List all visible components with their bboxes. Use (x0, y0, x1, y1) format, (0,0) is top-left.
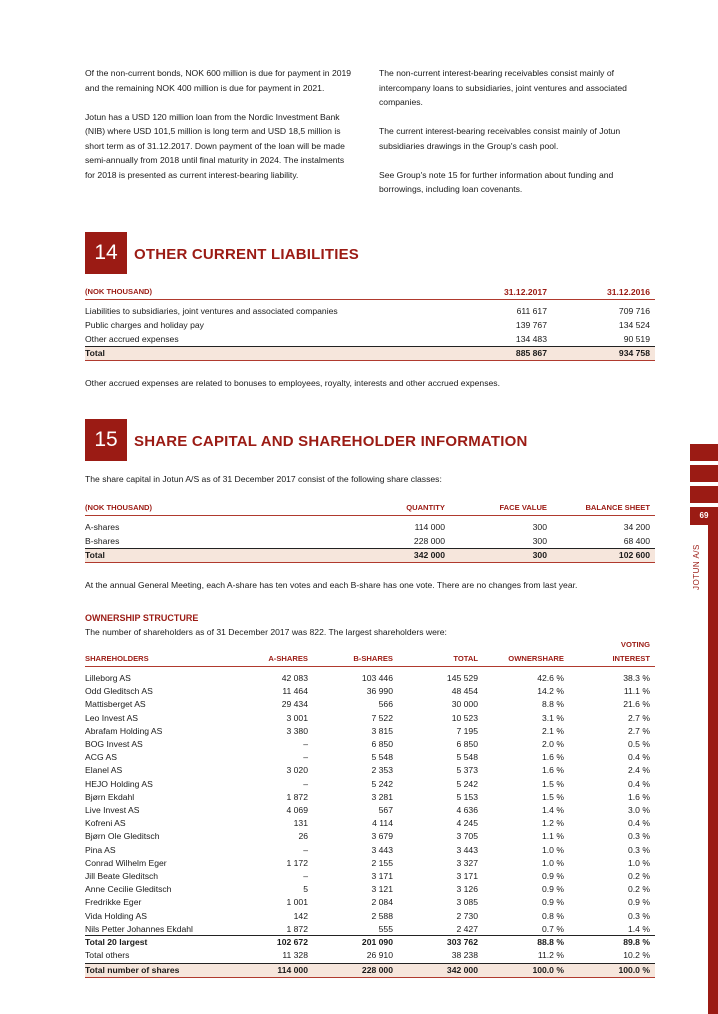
section-number: 14 (85, 232, 127, 274)
row-label: Liabilities to subsidiaries, joint ventures and associated companies (85, 306, 338, 316)
intro-left-column (85, 66, 355, 197)
column-header: FACE VALUE (499, 503, 547, 512)
row-value: 0.8 % (542, 910, 564, 921)
row-value: 2.4 % (628, 765, 650, 776)
row-value: 4 245 (456, 818, 478, 829)
row-value: 3 679 (371, 831, 393, 842)
row-label: Total others (85, 950, 130, 960)
row-value: 3.1 % (542, 712, 564, 723)
row-label: Total (85, 550, 105, 560)
table-row (85, 320, 655, 333)
row-value: 4 636 (456, 805, 478, 815)
row-value: 11.1 % (623, 686, 650, 697)
row-value: 100.0 % (618, 965, 650, 975)
row-value: – (303, 752, 308, 763)
row-value: 3 171 (371, 871, 393, 881)
row-value: 2 353 (371, 765, 393, 776)
row-value: 21.6 % (623, 699, 650, 710)
row-value: 5 (303, 884, 308, 895)
row-label: Total 20 largest (85, 937, 148, 947)
row-value: 145 529 (446, 673, 478, 683)
row-label: Kofreni AS (85, 818, 126, 829)
row-value: 709 716 (618, 306, 650, 316)
row-value: 2.0 % (542, 739, 564, 749)
row-label: Bjørn Ekdahl (85, 791, 135, 802)
row-value: 10 523 (451, 712, 478, 723)
table-row (85, 686, 655, 699)
row-value: 2 427 (456, 923, 478, 934)
table-row (85, 897, 655, 910)
row-value: 103 446 (361, 673, 393, 683)
divider (85, 977, 655, 978)
row-value: 134 524 (618, 320, 650, 330)
row-value: – (303, 739, 308, 749)
row-value: 0.3 % (628, 910, 650, 921)
row-value: 1 872 (286, 923, 308, 934)
row-value: 566 (378, 699, 393, 710)
column-header: VOTING (620, 640, 650, 649)
table-row (85, 779, 655, 792)
row-value: 3 171 (456, 871, 478, 881)
row-value: 3 281 (371, 791, 393, 802)
column-header: 31.12.2016 (606, 287, 650, 297)
row-value: 0.9 % (628, 897, 650, 908)
row-label: Pina AS (85, 844, 116, 855)
column-header: OWNERSHARE (508, 654, 564, 663)
row-value: 3 380 (286, 725, 308, 736)
row-value: 5 153 (456, 791, 478, 802)
row-value: 2 155 (371, 857, 393, 868)
row-value: 2.7 % (628, 712, 650, 723)
table-row (85, 792, 655, 805)
row-value: 26 (298, 831, 308, 842)
table-row (85, 950, 655, 963)
row-value: 300 (532, 536, 547, 546)
row-value: – (303, 778, 308, 789)
intro-right-column (379, 66, 649, 211)
unit-label: (NOK THOUSAND) (85, 503, 153, 512)
row-label: Leo Invest AS (85, 712, 139, 723)
row-value: 3 443 (371, 844, 393, 855)
side-tab-block (690, 465, 718, 482)
row-value: 42.6 % (537, 673, 564, 683)
row-value: 0.4 % (628, 818, 650, 829)
table-row (85, 831, 655, 844)
row-value: 3 327 (456, 857, 478, 868)
section-number: 15 (85, 419, 127, 461)
column-header: INTEREST (612, 654, 650, 663)
row-value: 0.7 % (542, 923, 564, 934)
column-header: 31.12.2017 (503, 287, 547, 297)
row-value: 4 114 (372, 818, 393, 829)
row-label: Anne Cecilie Gleditsch (85, 884, 172, 895)
row-value: 1.5 % (542, 778, 564, 789)
row-label: A-shares (85, 522, 120, 532)
section-title: OTHER CURRENT LIABILITIES (134, 246, 359, 263)
note-text: At the annual General Meeting, each A-share has ten votes and each B-share has one vote. There are no changes from last year. (85, 580, 578, 590)
total-row (85, 549, 655, 562)
table-row (85, 818, 655, 831)
intro-paragraph: Jotun has a USD 120 million loan from the Nordic Investment Bank (NIB) where USD 101,5 million is long term and USD 18,5 million is short term as of 31.12.2017. Down payment of the loan will be made semi-annually from 2018 until final maturity in 2024. The instalments for 2018 is presented as current interest-bearing liability. (85, 111, 345, 180)
grand-total-row (85, 964, 655, 977)
row-label: Bjørn Ole Gleditsch (85, 831, 160, 842)
row-value: 3 815 (371, 725, 393, 736)
intro-text: The number of shareholders as of 31 December 2017 was 822. The largest shareholders were: (85, 627, 447, 637)
row-value: 100.0 % (532, 965, 564, 975)
row-label: Lilleborg AS (85, 673, 131, 683)
row-value: 0.2 % (628, 884, 650, 895)
table-row (85, 845, 655, 858)
divider (85, 360, 655, 361)
side-accent-bar (708, 525, 718, 1014)
row-value: 7 522 (371, 712, 393, 723)
row-value: 139 767 (515, 320, 547, 330)
row-label: BOG Invest AS (85, 739, 143, 749)
table-row (85, 522, 655, 535)
subsection-title: OWNERSHIP STRUCTURE (85, 613, 199, 623)
row-value: 885 867 (515, 348, 547, 358)
row-value: 3.0 % (628, 805, 650, 815)
row-value: 34 200 (623, 522, 650, 532)
row-value: 3 085 (456, 897, 478, 908)
row-label: Conrad Wilhelm Eger (85, 857, 167, 868)
row-label: ACG AS (85, 752, 117, 763)
note-text: Other accrued expenses are related to bonuses to employees, royalty, interests and other accrued expenses. (85, 378, 500, 388)
row-value: 0.2 % (628, 871, 650, 881)
row-value: 142 (293, 910, 308, 921)
divider (85, 666, 655, 667)
row-value: 30 000 (451, 699, 478, 710)
row-label: Mattisberget AS (85, 699, 146, 710)
row-label: Nils Petter Johannes Ekdahl (85, 923, 193, 934)
table-row (85, 884, 655, 897)
row-label: Total (85, 348, 105, 358)
row-value: 3 126 (456, 884, 478, 895)
row-label: Odd Gleditsch AS (85, 686, 153, 697)
row-value: 0.9 % (542, 897, 564, 908)
row-value: 1 172 (286, 857, 308, 868)
divider (85, 299, 655, 300)
row-value: 102 600 (618, 550, 650, 560)
company-name: JOTUN A/S (692, 544, 701, 590)
divider (85, 515, 655, 516)
intro-paragraph: The current interest-bearing receivables consist mainly of Jotun subsidiaries drawings in the Group's cash pool. (379, 126, 621, 151)
row-value: 300 (532, 550, 547, 560)
row-value: 2.7 % (628, 725, 650, 736)
row-value: 567 (378, 805, 393, 815)
column-header: A-SHARES (268, 654, 308, 663)
row-value: 1.6 % (542, 765, 564, 776)
row-value: 228 000 (413, 536, 445, 546)
row-value: 114 000 (277, 965, 308, 975)
row-value: 555 (378, 923, 393, 934)
row-value: 5 373 (456, 765, 478, 776)
total-row (85, 937, 655, 950)
row-value: 90 519 (623, 334, 650, 344)
row-value: 0.3 % (628, 831, 650, 842)
row-value: 3 443 (456, 844, 478, 855)
row-value: 6 850 (456, 739, 478, 749)
row-value: 2 588 (371, 910, 393, 921)
unit-label: (NOK THOUSAND) (85, 287, 153, 296)
section-title: SHARE CAPITAL AND SHAREHOLDER INFORMATION (134, 433, 528, 450)
table-row (85, 871, 655, 884)
row-label: Abrafam Holding AS (85, 725, 163, 736)
row-label: Live Invest AS (85, 805, 140, 815)
row-value: 5 548 (371, 752, 393, 763)
side-tab-block (690, 444, 718, 461)
row-value: 342 000 (446, 965, 478, 975)
row-value: 131 (293, 818, 308, 829)
row-value: 1.0 % (542, 857, 564, 868)
table-row (85, 713, 655, 726)
total-row (85, 347, 655, 360)
column-header: B-SHARES (353, 654, 393, 663)
row-value: 6 850 (371, 739, 393, 749)
table-row (85, 765, 655, 778)
row-value: 5 242 (371, 778, 393, 789)
row-value: – (303, 844, 308, 855)
row-value: 5 548 (456, 752, 478, 763)
column-header: QUANTITY (406, 503, 445, 512)
row-value: 114 000 (414, 522, 445, 532)
row-value: 42 083 (281, 673, 308, 683)
intro-paragraph: See Group's note 15 for further information about funding and borrowings, including loan covenants. (379, 169, 614, 194)
row-value: 300 (532, 522, 547, 532)
row-label: B-shares (85, 536, 120, 546)
row-value: 611 617 (516, 306, 547, 316)
table-row (85, 739, 655, 752)
row-value: 1 872 (286, 791, 308, 802)
side-tab-block (690, 486, 718, 503)
row-value: 1.4 % (628, 923, 650, 934)
row-value: 1.0 % (542, 844, 564, 855)
row-label: HEJO Holding AS (85, 778, 153, 789)
row-value: 2.1 % (542, 725, 564, 736)
row-value: 1 001 (286, 897, 308, 908)
row-value: 1.6 % (628, 791, 650, 802)
row-value: 10.2 % (623, 950, 650, 960)
row-label: Public charges and holiday pay (85, 320, 204, 330)
row-value: 1.2 % (542, 818, 564, 829)
intro-text: The share capital in Jotun A/S as of 31 December 2017 consist of the following share classes: (85, 474, 442, 484)
row-value: 303 762 (446, 937, 478, 947)
table-row (85, 306, 655, 319)
row-label: Vida Holding AS (85, 910, 147, 921)
row-value: 8.8 % (542, 699, 564, 710)
row-value: 1.4 % (542, 805, 564, 815)
row-value: 1.5 % (542, 791, 564, 802)
row-value: 102 672 (276, 937, 308, 947)
row-value: 934 758 (618, 348, 650, 358)
row-value: 5 242 (456, 778, 478, 789)
row-value: 0.4 % (628, 752, 650, 763)
intro-paragraph: Of the non-current bonds, NOK 600 million is due for payment in 2019 and the remaining NOK 400 million is due for payment in 2021. (85, 68, 352, 93)
column-header: SHAREHOLDERS (85, 654, 149, 663)
table-row (85, 673, 655, 686)
row-value: 0.9 % (542, 884, 564, 895)
row-value: – (303, 871, 308, 881)
row-value: 48 454 (451, 686, 478, 697)
row-value: 1.6 % (542, 752, 564, 763)
table-row (85, 858, 655, 871)
row-label: Total number of shares (85, 965, 180, 975)
row-value: 342 000 (413, 550, 445, 560)
row-value: 3 020 (286, 765, 308, 776)
row-value: 11 464 (282, 686, 308, 697)
row-value: 38 238 (451, 950, 478, 960)
divider (85, 935, 655, 936)
row-value: 89.8 % (623, 937, 650, 947)
row-value: 2 084 (371, 897, 393, 908)
row-label: Elanel AS (85, 765, 123, 776)
page-number: 69 (690, 507, 718, 525)
column-header: BALANCE SHEET (585, 503, 650, 512)
row-value: 3 121 (371, 884, 393, 895)
table-header (85, 640, 655, 666)
row-label: Jill Beate Gleditsch (85, 871, 159, 881)
intro-paragraph: The non-current interest-bearing receivables consist mainly of intercompany loans to subsidiaries, joint ventures and associated companies. (379, 68, 627, 107)
row-value: 0.9 % (542, 871, 564, 881)
row-value: 38.3 % (623, 673, 650, 683)
divider (85, 562, 655, 563)
row-value: 14.2 % (537, 686, 564, 697)
row-label: Fredrikke Eger (85, 897, 142, 908)
row-value: 11 328 (282, 950, 308, 960)
row-value: 3 705 (456, 831, 478, 842)
row-value: 7 195 (456, 725, 478, 736)
table-row (85, 805, 655, 818)
row-value: 1.0 % (628, 857, 650, 868)
row-value: 88.8 % (537, 937, 564, 947)
row-value: 11.2 % (537, 950, 564, 960)
table-row (85, 911, 655, 924)
row-value: 0.3 % (628, 844, 650, 855)
row-value: 4 069 (286, 805, 308, 815)
table-row (85, 752, 655, 765)
row-value: 1.1 % (542, 831, 564, 842)
row-value: 2 730 (456, 910, 478, 921)
row-value: 201 090 (361, 937, 393, 947)
row-value: 3 001 (286, 712, 308, 723)
row-value: 228 000 (361, 965, 393, 975)
row-value: 26 910 (366, 950, 393, 960)
row-value: 134 483 (515, 334, 547, 344)
row-value: 29 434 (281, 699, 308, 710)
row-value: 0.4 % (628, 778, 650, 789)
row-value: 68 400 (623, 536, 650, 546)
table-row (85, 699, 655, 712)
table-row (85, 726, 655, 739)
column-header: TOTAL (453, 654, 478, 663)
row-value: 0.5 % (628, 739, 650, 749)
row-label: Other accrued expenses (85, 334, 179, 344)
row-value: 36 990 (366, 686, 393, 697)
